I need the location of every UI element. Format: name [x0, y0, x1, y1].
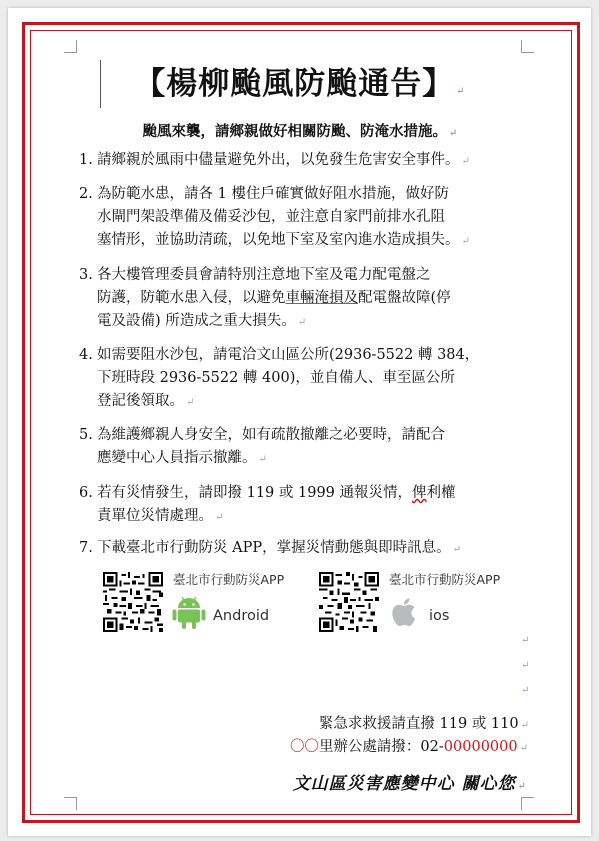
paragraph-mark: ↵ [521, 660, 530, 671]
android-icon [171, 594, 207, 630]
village-office-contact[interactable]: 〇〇里辦公處請撥：02-00000000 ↵ [289, 739, 528, 755]
emergency-contact[interactable]: 緊急求救援請直撥 119 或 110 ↵ [318, 716, 529, 732]
crop-mark-top-right [521, 40, 534, 53]
list-item[interactable]: 4. 如需要阻水沙包，請電洽文山區公所(2936-5522 轉 384， 下班時段 2936-5522 轉 400)，並自備人、車至區公所 登記後領取。 ↵ [79, 344, 554, 414]
qr-code-icon[interactable] [319, 572, 379, 632]
item-number: 1. [79, 152, 93, 168]
item-number: 4. [79, 347, 93, 363]
notice-subtitle[interactable]: 颱風來襲，請鄉親做好相關防颱、防淹水措施。 ↵ [142, 123, 458, 140]
list-item[interactable]: 2. 為防範水患，請各 1 樓住戶確實做好阻水措施，做好防 水閘門架設準備及備妥沙包，並注意自家門前排水孔阻 塞情形，並協助清疏，以免地下室及室內進水造成損失。 ↵ [79, 183, 554, 253]
list-item[interactable]: 6. 若有災情發生，請即撥 119 或 1999 通報災情，俾利權 責單位災情處理。 ↵ [79, 482, 554, 529]
item-number: 5. [79, 427, 93, 443]
page-border-inner [30, 30, 572, 815]
list-item[interactable]: 3. 各大樓管理委員會請特別注意地下室及電力配電盤之 防護，防範水患入侵，以避免車輛淹損及配電盤故障(停 電及設備) 所造成之重大損失。 ↵ [79, 264, 554, 334]
apple-icon [387, 594, 423, 630]
crop-mark-bottom-right [521, 797, 534, 810]
platform-label: ios [429, 608, 450, 624]
item-text: 為防範水患，請各 1 樓住戶確實做好阻水措施，做好防 水閘門架設準備及備妥沙包，並注意自家門前排水孔阻 塞情形，並協助清疏，以免地下室及室內進水造成損失。 [97, 186, 460, 248]
item-number: 6. [79, 485, 93, 501]
list-item[interactable]: 1. 請鄉親於風雨中儘量避免外出，以免發生危害安全事件。 ↵ [79, 149, 554, 173]
item-text: 利權 責單位災情處理。 [97, 485, 456, 524]
item-number: 2. [79, 186, 93, 202]
signature[interactable]: 文山區災害應變中心 關心您 ↵ [292, 774, 527, 794]
item-text: 各大樓管理委員會請特別注意地下室及電力配電盤之 防護，防範水患入侵，以避免 [97, 267, 431, 306]
item-text: 為維護鄉親人身安全，如有疏散撤離之必要時，請配合 應變中心人員指示撤離。 [97, 427, 445, 466]
paragraph-mark: ↵ [521, 685, 530, 696]
item-text: 若有災情發生，請即撥 119 或 1999 通報災情， [97, 485, 413, 501]
item-text: 請鄉親於風雨中儘量避免外出，以免發生危害安全事件。 [97, 152, 460, 168]
office-number-placeholder: 00000000 [443, 739, 518, 755]
item-text: 配電盤故障(停 電及設備) 所造成之重大損失。 [97, 290, 451, 329]
office-name-placeholder: 〇〇 [289, 739, 319, 755]
crop-mark-top-left [64, 40, 77, 53]
item-text: 下載臺北市行動防災 APP，掌握災情動態與即時訊息。 [97, 540, 451, 556]
paragraph-mark: ↵ [521, 635, 530, 646]
underlined-text: 車輛淹損及 [285, 290, 358, 306]
qr-code-icon[interactable] [103, 572, 163, 632]
android-app-download[interactable] [103, 572, 313, 634]
item-number: 3. [79, 267, 93, 283]
spellcheck-flagged-text: 俾 [412, 485, 427, 501]
notice-title[interactable]: 【楊柳颱風防颱通告】 ↵ [134, 66, 466, 102]
item-number: 7. [79, 540, 93, 556]
list-item[interactable]: 5. 為維護鄉親人身安全，如有疏散撤離之必要時，請配合 應變中心人員指示撤離。 ↵ [79, 424, 554, 471]
app-title: 臺北市行動防災APP [173, 572, 285, 587]
crop-mark-bottom-left [64, 797, 77, 810]
list-item[interactable]: 7. 下載臺北市行動防災 APP，掌握災情動態與即時訊息。 ↵ [79, 537, 554, 561]
app-title: 臺北市行動防災APP [389, 572, 501, 587]
platform-label: Android [213, 608, 270, 624]
ios-app-download[interactable] [319, 572, 529, 634]
item-text: 如需要阻水沙包，請電洽文山區公所(2936-5522 轉 384， 下班時段 2936-5522 轉 400)，並自備人、車至區公所 登記後領取。 [97, 347, 480, 409]
